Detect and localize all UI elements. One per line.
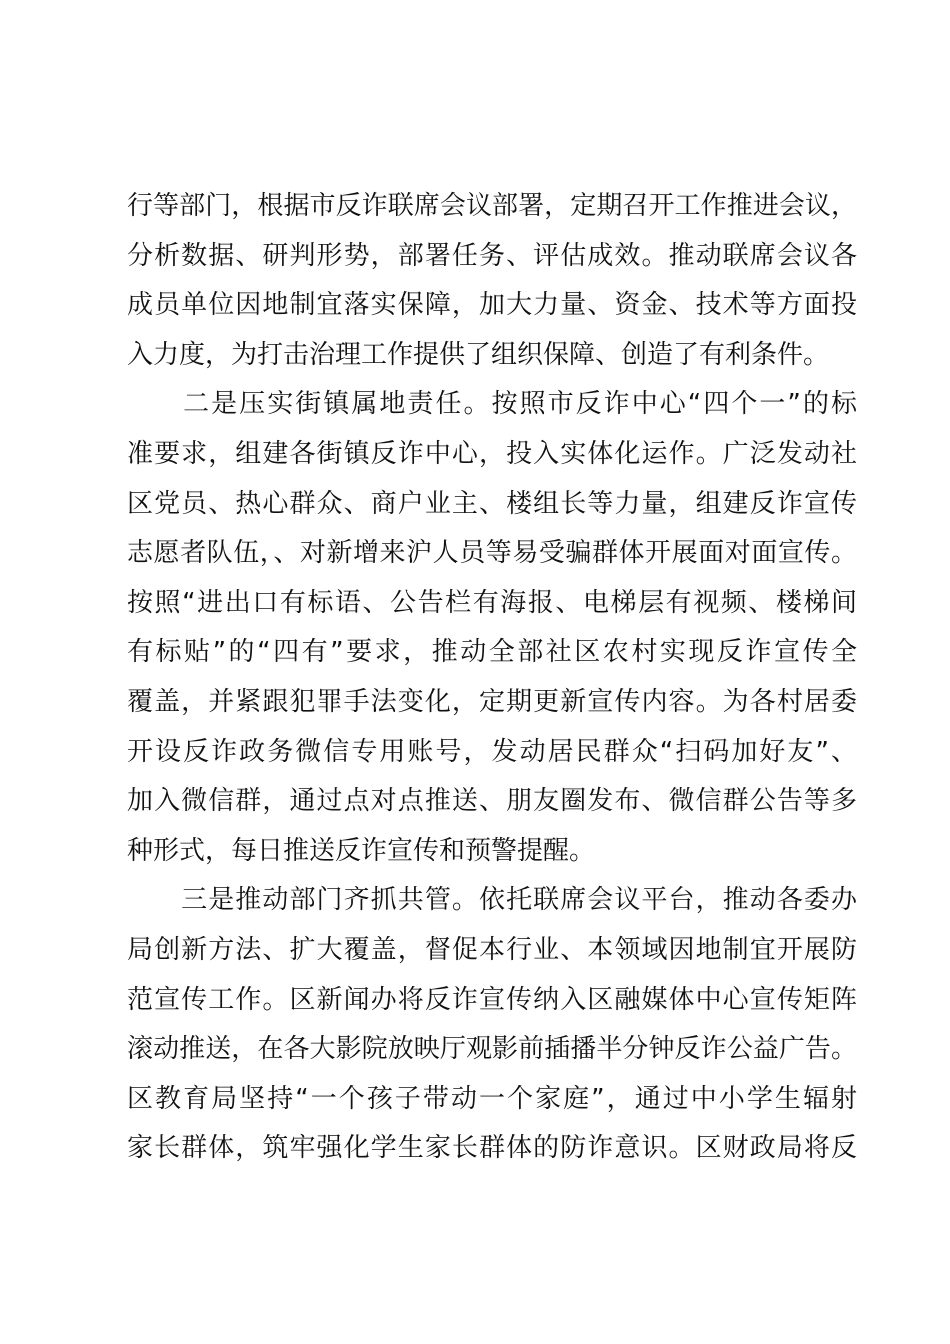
- text-line: 范宣传工作。区新闻办将反诈宣传纳入区融媒体中心宣传矩阵: [127, 984, 857, 1015]
- text-line: 准要求，组建各街镇反诈中心，投入实体化运作。广泛发动社: [127, 438, 857, 469]
- text-line: 按照“进出口有标语、公告栏有海报、电梯层有视频、楼梯间: [127, 587, 857, 618]
- text-line: 分析数据、研判形势，部署任务、评估成效。推动联席会议各: [127, 240, 857, 271]
- text-line: 行等部门，根据市反诈联席会议部署，定期召开工作推进会议，: [127, 191, 857, 221]
- text-line: 滚动推送，在各大影院放映厅观影前插播半分钟反诈公益广告。: [127, 1034, 857, 1065]
- text-line: 加入微信群，通过点对点推送、朋友圈发布、微信群公告等多: [127, 786, 857, 817]
- text-line: 局创新方法、扩大覆盖，督促本行业、本领域因地制宜开展防: [127, 934, 857, 965]
- text-line: 开设反诈政务微信专用账号，发动居民群众“扫码加好友”、: [127, 736, 857, 767]
- text-line: 家长群体，筑牢强化学生家长群体的防诈意识。区财政局将反: [127, 1133, 857, 1164]
- text-line: 入力度，为打击治理工作提供了组织保障、创造了有利条件。: [127, 339, 830, 370]
- text-line: 三是推动部门齐抓共管。依托联席会议平台，推动各委办: [127, 885, 857, 916]
- body-text: [127, 182, 857, 1174]
- text-line: 区党员、热心群众、商户业主、楼组长等力量，组建反诈宣传: [127, 488, 857, 519]
- text-line: 二是压实街镇属地责任。按照市反诈中心“四个一”的标: [127, 389, 857, 420]
- text-line: 志愿者队伍，、对新增来沪人员等易受骗群体开展面对面宣传。: [127, 538, 857, 569]
- text-line: 覆盖，并紧跟犯罪手法变化，定期更新宣传内容。为各村居委: [127, 686, 857, 717]
- text-line: 区教育局坚持“一个孩子带动一个家庭”，通过中小学生辐射: [127, 1083, 857, 1114]
- text-line: 成员单位因地制宜落实保障，加大力量、资金、技术等方面投: [127, 290, 857, 321]
- text-line: 种形式，每日推送反诈宣传和预警提醒。: [127, 835, 596, 866]
- text-line: 有标贴”的“四有”要求，推动全部社区农村实现反诈宣传全: [127, 637, 857, 668]
